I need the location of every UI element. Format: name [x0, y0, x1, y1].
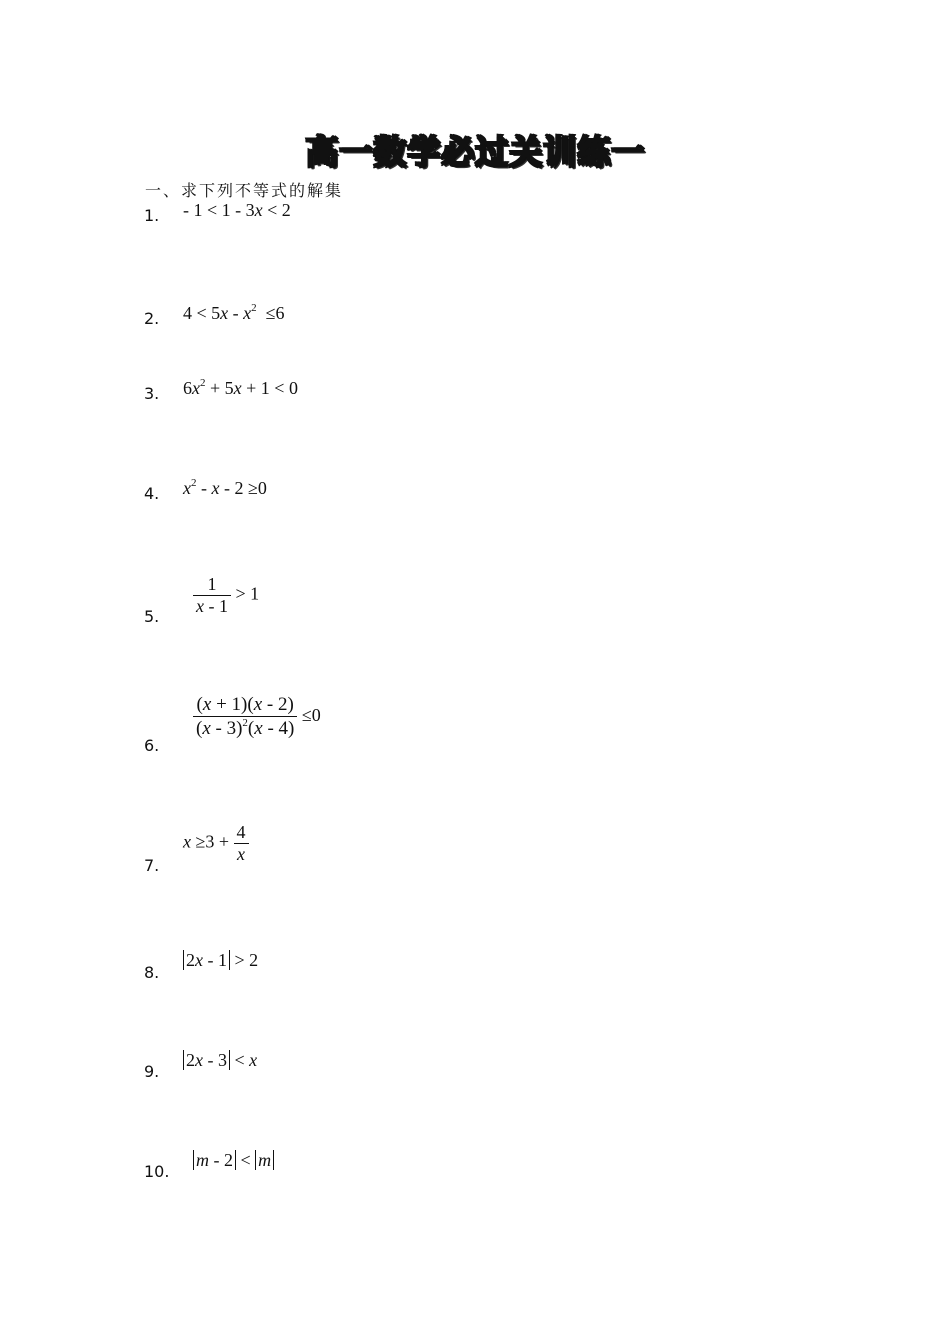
- problem-5-expression: $\frac{1}{x - 1}$ > 1: [193, 574, 259, 617]
- problem-2-expression: $4 < 5x - x^2 \le 6$: [183, 302, 285, 323]
- section-heading: 一、求下列不等式的解集: [145, 181, 344, 200]
- page-title: 高一数学必过关训练一: [305, 132, 645, 171]
- problem-4-expression: $x^2 - x - 2 \ge 0$: [183, 477, 267, 498]
- problem-number: 2.: [144, 309, 160, 328]
- problem-6-expression: $\frac{(x + 1)(x - 2)}{(x - 3)^2(x - 4)}$ ≤0: [193, 694, 321, 740]
- problem-1-expression: - 1 < 1 - 3x < 2: [183, 200, 291, 220]
- problem-number: 8.: [144, 963, 160, 982]
- problem-9-expression: 2x - 3 < x: [183, 1050, 257, 1071]
- problem-10-expression: m - 2 < m: [193, 1150, 274, 1171]
- problem-number: 1.: [144, 206, 160, 225]
- problem-number: 7.: [144, 856, 160, 875]
- problem-3-expression: $6x^2 + 5x + 1 < 0$: [183, 377, 298, 398]
- problem-number: 5.: [144, 607, 160, 626]
- problem-number: 9.: [144, 1062, 160, 1081]
- problem-7-expression: x ≥3 + $\frac{4}{x}$: [183, 822, 249, 865]
- problem-8-expression: 2x - 1 > 2: [183, 950, 258, 971]
- problem-number: 4.: [144, 484, 160, 503]
- problem-number: 6.: [144, 736, 160, 755]
- problem-number: 10.: [144, 1162, 170, 1181]
- problem-number: 3.: [144, 384, 160, 403]
